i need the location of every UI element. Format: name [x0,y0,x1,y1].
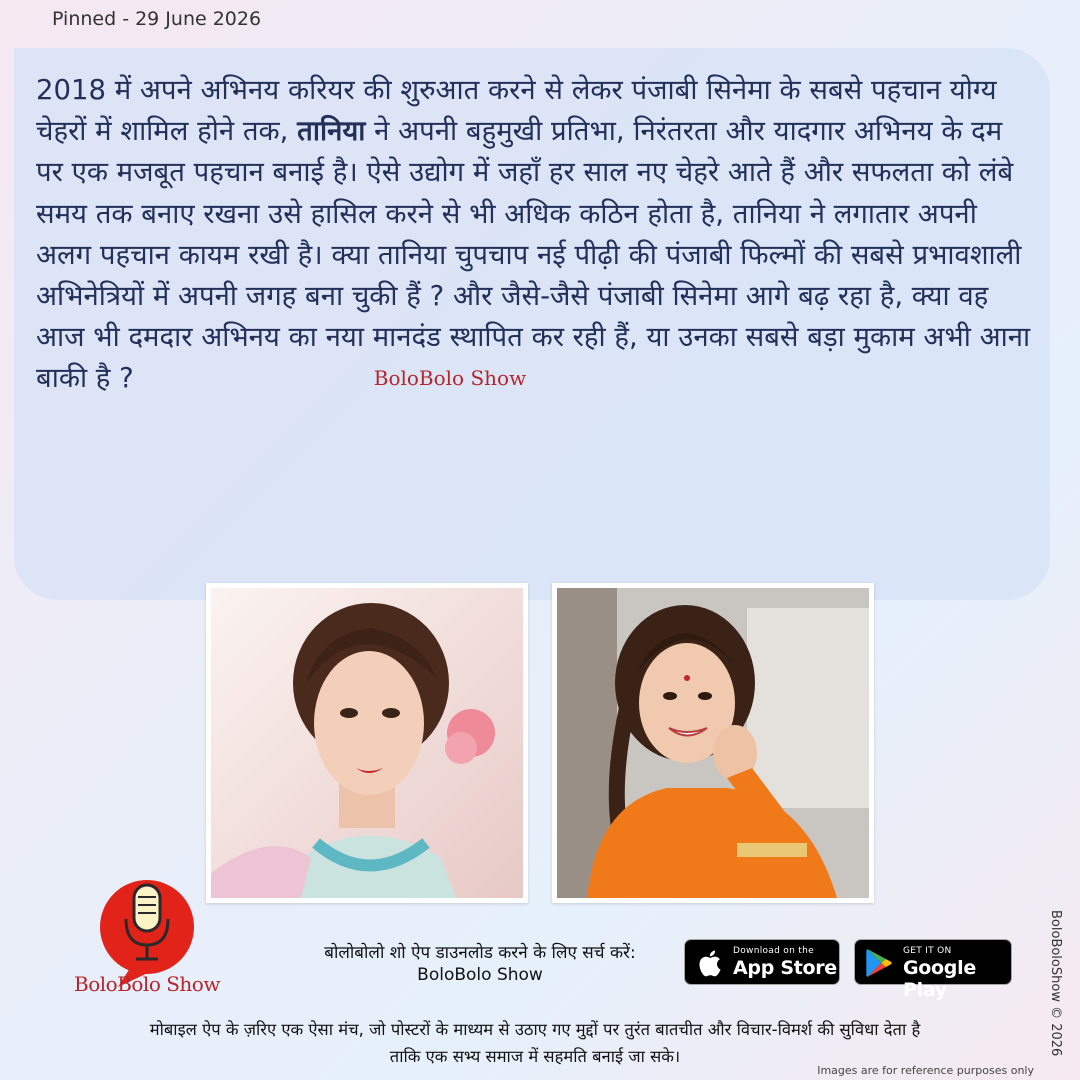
photo-left [206,583,528,903]
apple-icon [695,948,723,978]
post-text-end: ने अपनी बहुमुखी प्रतिभा, निरंतरता और यादगार अभिनय के दम पर एक मजबूत पहचान बनाई है। ऐसे उद्योग में जहाँ हर साल नए चेहरे आते हैं और सफलता को लंबे समय तक बनाए रखना उसे हासिल करने से भी अधिक कठिन होता है, तानिया ने लगातार अपनी अलग पहचान कायम रखी है। क्या तानिया चुपचाप नई पीढ़ी की पंजाबी फिल्मों की सबसे प्रभावशाली अभिनेत्रियों में अपनी जगह बना चुकी हैं ? और जैसे-जैसे पंजाबी सिनेमा आगे बढ़ रहा है, क्या वह आज भी दमदार अभिनय का नया मानदंड स्थापित कर रही हैं, या उनका सबसे बड़ा मुकाम अभी आना बाकी है ? [36,115,1031,395]
app-store-small-text: Download on the [733,946,814,956]
app-store-label: App Store [733,957,837,979]
copyright-text: BoloBoloShow © 2026 [1048,910,1063,1057]
google-play-label: Google Play [903,957,976,1001]
post-brand-watermark: BoloBolo Show [373,366,527,391]
app-description-line1: मोबाइल ऐप के ज़रिए एक ऐसा मंच, जो पोस्टरों के माध्यम से उठाए गए मुद्दों पर तुरंत बातचीत और विचार-विमर्श की सुविधा देता है [149,1020,921,1039]
google-play-button[interactable] [854,939,1012,1001]
photo-right [552,583,874,903]
google-play-small-text: GET IT ON [903,946,952,956]
portrait-illustration-1 [211,588,523,898]
logo-text: BoloBolo Show [74,972,220,996]
download-instruction: बोलोबोलो शो ऐप डाउनलोड करने के लिए सर्च करें: [324,943,636,963]
reference-disclaimer: Images are for reference purposes only [817,1064,1034,1077]
pinned-date: Pinned - 29 June 2026 [52,8,262,30]
google-play-icon [865,948,893,978]
portrait-illustration-2 [557,588,869,898]
app-description-line2: ताकि एक सभ्य समाज में सहमति बनाई जा सके। [389,1047,681,1066]
app-store-button[interactable] [684,939,840,985]
post-highlight-name: तानिया [297,115,366,148]
search-term: BoloBolo Show [417,965,543,985]
copyright-vertical [1047,910,1067,1057]
post-text-start: 2018 में अपने अभिनय करियर की शुरुआत करने से लेकर पंजाबी सिनेमा के सबसे पहचान योग्य चेहरों में शामिल होने तक, [36,74,997,148]
post-text [36,70,1036,400]
